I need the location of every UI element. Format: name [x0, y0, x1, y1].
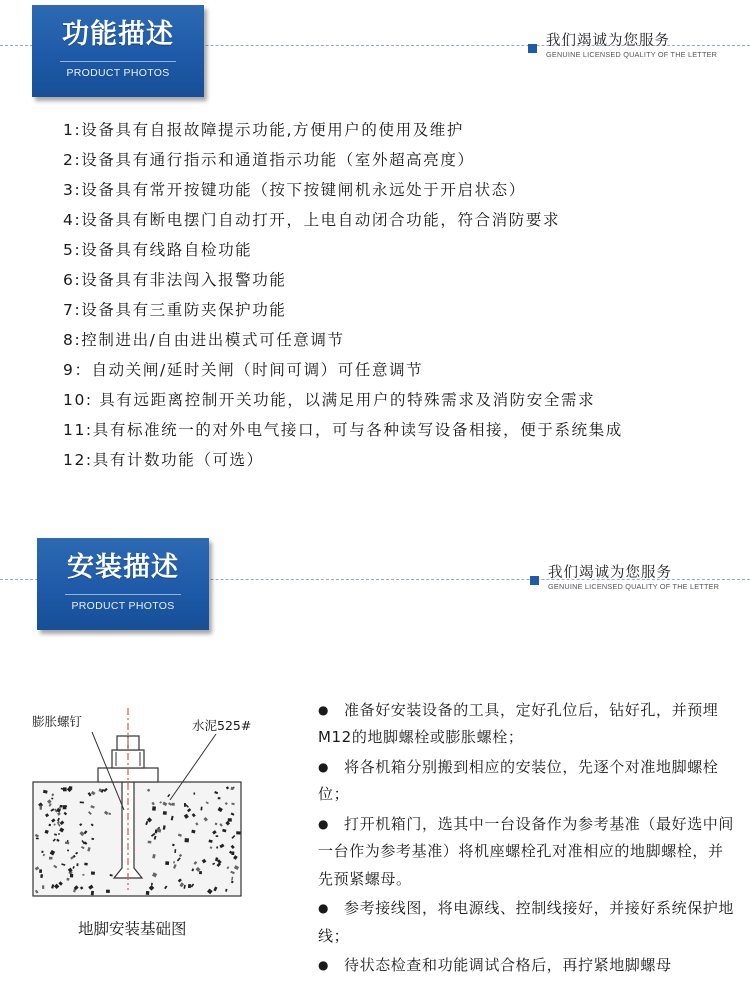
concrete-speckle	[40, 805, 42, 809]
concrete-speckle	[184, 803, 186, 807]
feature-item: 6:设备具有非法闯入报警功能	[63, 271, 287, 289]
bullet-dot-icon: ●	[318, 759, 330, 774]
concrete-speckle	[49, 824, 51, 827]
concrete-speckle	[231, 787, 234, 790]
bullet-dot-icon: ●	[318, 703, 330, 717]
bullet-dot-icon: ●	[318, 901, 330, 916]
concrete-speckle	[51, 798, 53, 800]
section-title: 功能描述	[62, 19, 174, 50]
concrete-speckle	[106, 890, 110, 893]
feature-item: 10: 具有远距离控制开关功能，以满足用户的特殊需求及消防安全需求	[63, 391, 596, 409]
concrete-speckle	[42, 885, 44, 889]
bullet-dot-icon: ●	[318, 958, 330, 973]
install-step-text: 参考接线图，将电源线、控制线接好，并接好系统保护地线；	[318, 899, 735, 945]
section-title-badge	[37, 538, 209, 630]
feature-item: 8:控制进出/自由进出模式可任意调节	[63, 331, 345, 349]
tagline-square-icon	[530, 576, 539, 585]
feature-item: 1:设备具有自报故障提示功能,方便用户的使用及维护	[63, 121, 465, 139]
concrete-speckle	[228, 818, 232, 821]
concrete-speckle	[216, 835, 219, 837]
feature-item: 12:具有计数功能（可选）	[63, 451, 264, 469]
concrete-speckle	[151, 883, 153, 886]
install-step-text: 打开机箱门，选其中一台设备作为参考基准（最好选中间一台作为参考基准）将机座螺栓孔对准相应的地脚螺栓，并先预紧螺母。	[318, 814, 735, 888]
install-step-text: 待状态检查和功能调试合格后，再拧紧地脚螺母	[344, 956, 672, 975]
cement-label: 水泥525#	[192, 718, 252, 733]
install-step	[318, 895, 738, 950]
concrete-speckle	[36, 838, 39, 840]
install-step-text: 将各机箱分别搬到相应的安装位，先逐个对准地脚螺栓位；	[318, 757, 719, 804]
concrete-speckle	[108, 813, 111, 815]
feature-item: 2:设备具有通行指示和通道指示功能（室外超高亮度）	[63, 151, 475, 169]
install-step-text: 准备好安装设备的工具，定好孔位后，钻好孔，并预埋M12的地脚螺栓或膨胀螺栓；	[318, 701, 719, 747]
concrete-speckle	[185, 838, 189, 842]
concrete-speckle	[231, 852, 234, 856]
concrete-speckle	[188, 884, 191, 888]
concrete-speckle	[41, 851, 43, 853]
feature-item: 7:设备具有三重防夹保护功能	[63, 301, 287, 319]
concrete-speckle	[80, 801, 84, 803]
feature-item: 9：自动关闸/延时关闸（时间可调）可任意调节	[63, 361, 424, 379]
concrete-speckle	[148, 841, 152, 844]
section-title-badge	[32, 5, 204, 97]
concrete-block	[33, 782, 241, 896]
concrete-speckle	[152, 806, 156, 810]
tagline-text: 我们竭诚为您服务	[546, 33, 670, 49]
concrete-speckle	[91, 891, 94, 896]
concrete-speckle	[91, 871, 95, 874]
concrete-speckle	[218, 797, 221, 799]
install-step	[318, 952, 738, 979]
install-steps-list	[318, 697, 738, 982]
concrete-speckle	[199, 871, 202, 874]
badge-divider	[60, 61, 176, 62]
feature-item: 3:设备具有常开按键功能（按下按键闸机永远处于开启状态）	[63, 181, 526, 199]
concrete-speckle	[236, 831, 240, 834]
concrete-speckle	[49, 857, 53, 860]
concrete-speckle	[146, 891, 150, 895]
feature-list	[63, 119, 623, 479]
tagline-english: GENUINE LICENSED QUALITY OF THE LETTER	[546, 50, 718, 59]
install-step	[318, 811, 738, 893]
section-title: 安装描述	[67, 552, 179, 583]
concrete-speckle	[82, 874, 84, 876]
concrete-speckle	[172, 803, 175, 806]
section-subtitle: PRODUCT PHOTOS	[71, 600, 175, 612]
tagline-square-icon	[528, 44, 537, 53]
install-step	[318, 697, 738, 752]
bullet-dot-icon: ●	[318, 816, 330, 831]
feature-item: 11:具有标准统一的对外电气接口，可与各种读写设备相接，便于系统集成	[63, 421, 623, 439]
concrete-speckle	[194, 793, 196, 795]
concrete-speckle	[84, 863, 88, 866]
concrete-speckle	[165, 861, 169, 865]
concrete-speckle	[39, 869, 42, 873]
diagram-caption: 地脚安装基础图	[78, 920, 187, 938]
feature-item: 4:设备具有断电摆门自动打开，上电自动闭合功能，符合消防要求	[63, 211, 561, 229]
badge-divider	[65, 594, 181, 595]
foundation-diagram	[20, 700, 270, 950]
concrete-speckle	[77, 863, 79, 866]
install-step	[318, 754, 738, 809]
concrete-speckle	[40, 874, 43, 878]
section-subtitle: PRODUCT PHOTOS	[66, 67, 170, 79]
concrete-speckle	[70, 874, 73, 878]
tagline-english: GENUINE LICENSED QUALITY OF THE LETTER	[548, 582, 720, 591]
tagline-text: 我们竭诚为您服务	[548, 565, 672, 581]
concrete-speckle	[66, 878, 69, 881]
concrete-speckle	[163, 811, 167, 815]
feature-item: 5:设备具有线路自检功能	[63, 241, 253, 259]
bolt-label: 膨胀螺钉	[32, 714, 83, 729]
